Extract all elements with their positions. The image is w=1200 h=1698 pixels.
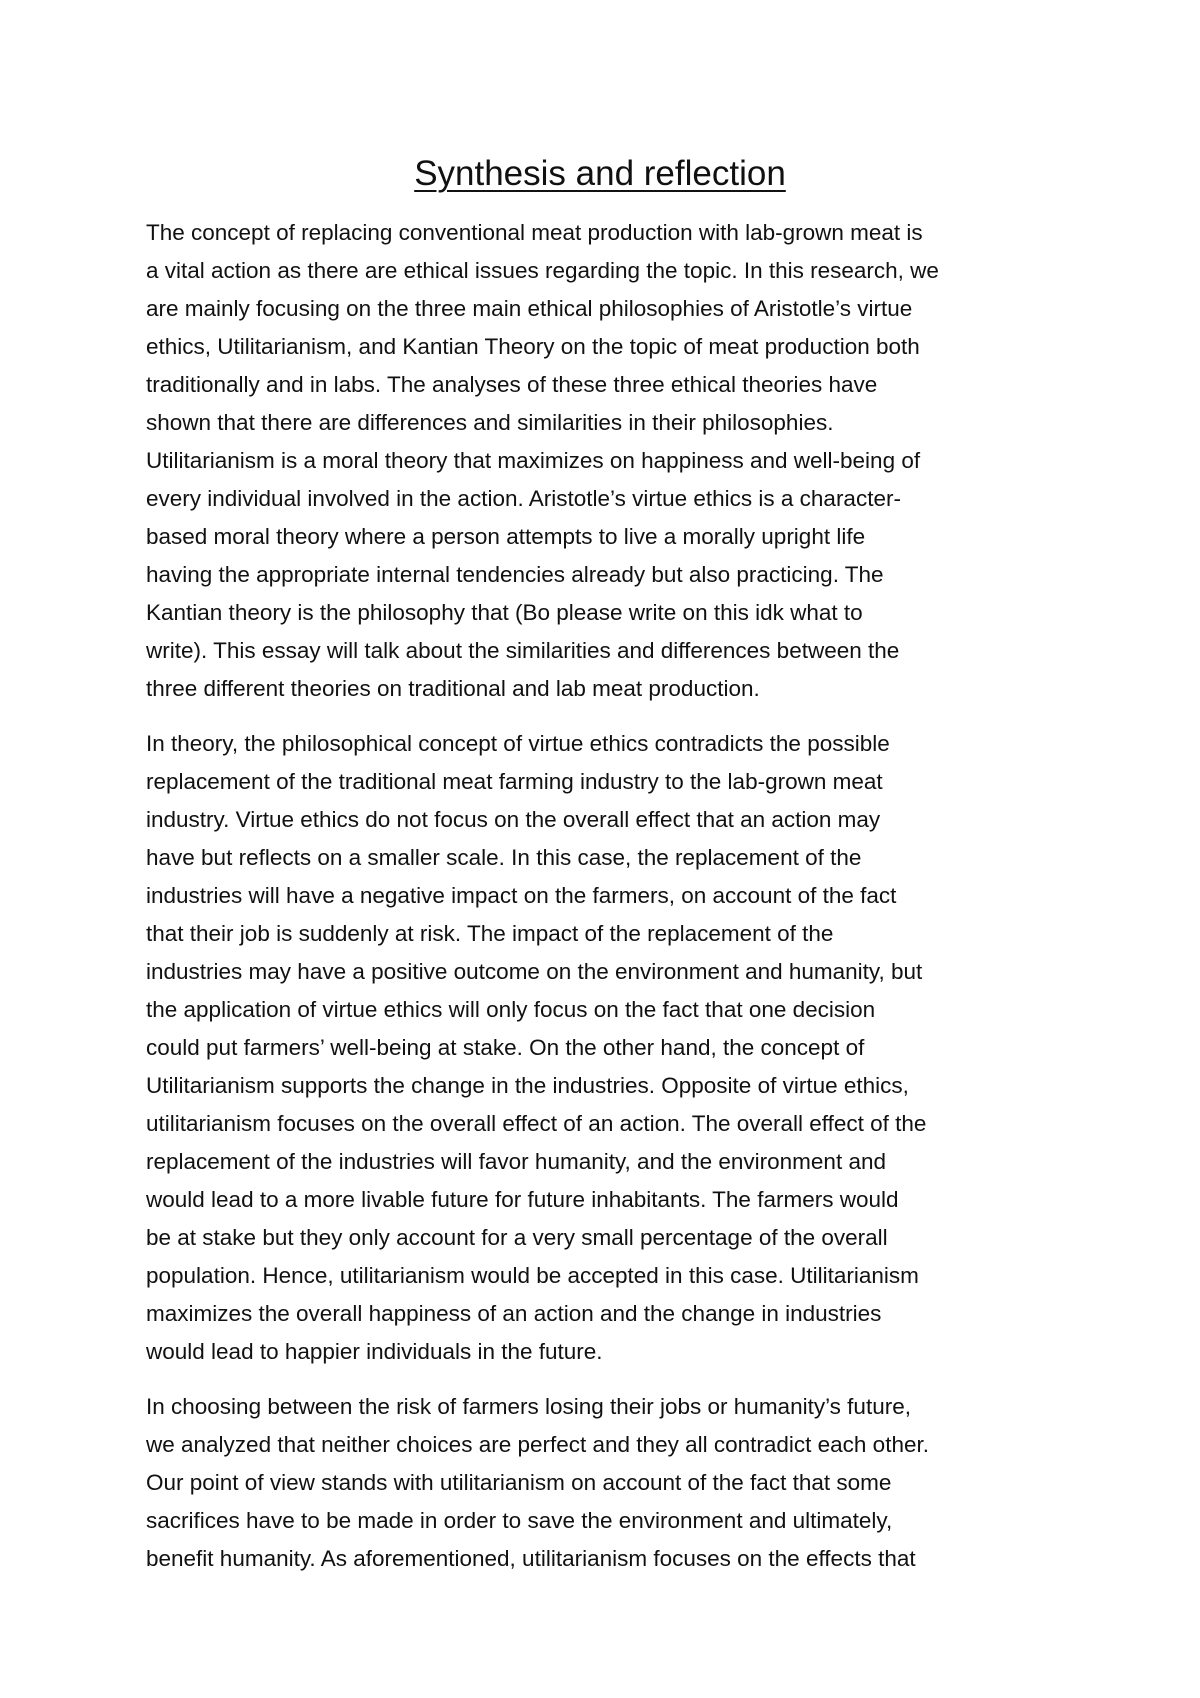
text-line: shown that there are differences and similarities in their philosophies.	[146, 410, 834, 435]
text-line: a vital action as there are ethical issues regarding the topic. In this research, we	[146, 258, 939, 283]
document-body	[146, 214, 1066, 1578]
text-line: The concept of replacing conventional meat production with lab-grown meat is	[146, 220, 923, 245]
text-line: Utilitarianism is a moral theory that maximizes on happiness and well-being of	[146, 448, 921, 473]
text-line: benefit humanity. As aforementioned, utilitarianism focuses on the effects that	[146, 1546, 916, 1571]
text-line: Utilitarianism supports the change in the industries. Opposite of virtue ethics,	[146, 1073, 909, 1098]
text-line: write). This essay will talk about the similarities and differences between the	[146, 638, 900, 663]
text-line: maximizes the overall happiness of an action and the change in industries	[146, 1301, 882, 1326]
text-line: have but reflects on a smaller scale. In this case, the replacement of the	[146, 845, 862, 870]
text-line: we analyzed that neither choices are perfect and they all contradict each other.	[146, 1432, 929, 1457]
paragraph-gap	[146, 1371, 1066, 1388]
text-line: be at stake but they only account for a very small percentage of the overall	[146, 1225, 888, 1250]
text-line: every individual involved in the action. Aristotle’s virtue ethics is a character-	[146, 486, 901, 511]
text-line: sacrifices have to be made in order to save the environment and ultimately,	[146, 1508, 893, 1533]
text-line: industries will have a negative impact on the farmers, on account of the fact	[146, 883, 897, 908]
text-line: replacement of the industries will favor humanity, and the environment and	[146, 1149, 886, 1174]
text-line: having the appropriate internal tendencies already but also practicing. The	[146, 562, 884, 587]
text-line: based moral theory where a person attempts to live a morally upright life	[146, 524, 866, 549]
paragraph-2	[146, 725, 1066, 1371]
text-line: the application of virtue ethics will only focus on the fact that one decision	[146, 997, 876, 1022]
text-line: industries may have a positive outcome on the environment and humanity, but	[146, 959, 923, 984]
text-line: In choosing between the risk of farmers losing their jobs or humanity’s future,	[146, 1394, 911, 1419]
text-line: would lead to a more livable future for future inhabitants. The farmers would	[146, 1187, 899, 1212]
text-line: In theory, the philosophical concept of virtue ethics contradicts the possible	[146, 731, 890, 756]
text-line: are mainly focusing on the three main ethical philosophies of Aristotle’s virtue	[146, 296, 913, 321]
text-line: Kantian theory is the philosophy that (Bo please write on this idk what to	[146, 600, 863, 625]
text-line: could put farmers’ well-being at stake. On the other hand, the concept of	[146, 1035, 865, 1060]
text-line: Our point of view stands with utilitarianism on account of the fact that some	[146, 1470, 892, 1495]
text-line: that their job is suddenly at risk. The impact of the replacement of the	[146, 921, 834, 946]
text-line: population. Hence, utilitarianism would be accepted in this case. Utilitarianism	[146, 1263, 919, 1288]
text-line: industry. Virtue ethics do not focus on the overall effect that an action may	[146, 807, 881, 832]
paragraph-1	[146, 214, 1066, 708]
paragraph-gap	[146, 708, 1066, 725]
text-line: traditionally and in labs. The analyses of these three ethical theories have	[146, 372, 878, 397]
text-line: utilitarianism focuses on the overall effect of an action. The overall effect of the	[146, 1111, 927, 1136]
text-line: replacement of the traditional meat farming industry to the lab-grown meat	[146, 769, 883, 794]
text-line: three different theories on traditional and lab meat production.	[146, 676, 760, 701]
paragraph-3	[146, 1388, 1066, 1578]
text-line: would lead to happier individuals in the future.	[146, 1339, 603, 1364]
text-line: ethics, Utilitarianism, and Kantian Theory on the topic of meat production both	[146, 334, 920, 359]
document-title: Synthesis and reflection	[414, 154, 786, 193]
